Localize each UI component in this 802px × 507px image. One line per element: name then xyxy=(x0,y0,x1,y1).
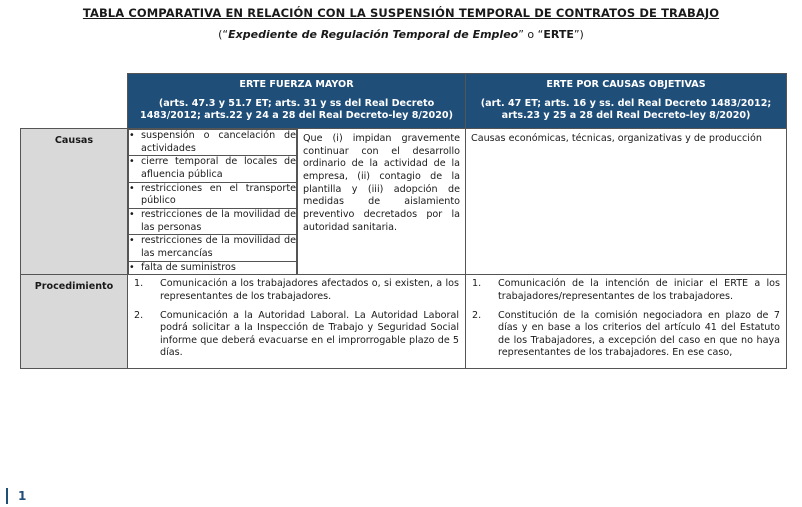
row-label-causas: Causas xyxy=(21,128,128,274)
list-item xyxy=(129,208,297,234)
procedimiento-fm-list xyxy=(128,275,465,368)
list-item xyxy=(129,261,297,274)
header-row xyxy=(21,74,787,129)
page-footer xyxy=(6,488,26,504)
footer-bar xyxy=(6,488,8,504)
procedimiento-obj-cell xyxy=(466,275,787,369)
item-text: Comunicación a la Autoridad Laboral. La Autoridad Laboral podrá solicitar a la Inspección de Trabajo y Seguridad Social informe que deberá evacuarse en el improrrogable plazo de 5 días. xyxy=(160,309,460,359)
causas-fm-text-cell xyxy=(298,128,466,274)
page-subtitle xyxy=(0,28,802,41)
bullet-icon: • xyxy=(129,208,135,220)
item-text: Comunicación de la intención de iniciar el ERTE a los trabajadores/representantes de los trabajadores. xyxy=(498,278,781,302)
header-blank-cell xyxy=(21,74,128,129)
subtitle-close: ”) xyxy=(573,28,584,41)
causas-obj-cell xyxy=(466,128,787,274)
list-item xyxy=(129,182,297,208)
item-number: 2. xyxy=(472,309,482,321)
bullet-text: cierre temporal de locales de afluencia pública xyxy=(141,156,296,180)
bullet-icon: • xyxy=(129,182,135,194)
item-number: 2. xyxy=(134,309,144,321)
bullet-text: restricciones de la movilidad de las mercancías xyxy=(141,235,296,259)
row-label-procedimiento: Procedimiento xyxy=(21,275,128,369)
bullet-text: falta de suministros xyxy=(141,261,236,273)
bullet-icon: • xyxy=(129,129,135,141)
list-item xyxy=(472,310,780,361)
bullet-text: restricciones de la movilidad de las personas xyxy=(141,208,296,233)
list-item xyxy=(472,278,780,303)
bullet-icon: • xyxy=(129,261,135,273)
subtitle-open: (“ xyxy=(218,28,229,41)
bullet-icon: • xyxy=(129,235,135,247)
bullet-text: restricciones en el transporte público xyxy=(141,182,296,207)
list-item xyxy=(134,310,459,361)
procedimiento-row xyxy=(21,275,787,369)
header-fuerza-mayor xyxy=(128,74,466,129)
column-refs: (art. 47 ET; arts. 16 y ss. del Real Decreto 1483/2012; arts.23 y 25 a 28 del Real Decreto-ley 8/2020) xyxy=(480,97,772,122)
causas-obj-text: Causas económicas, técnicas, organizativas y de producción xyxy=(471,132,762,144)
item-text: Comunicación a los trabajadores afectados o, si existen, a los representantes de los trabajadores. xyxy=(160,278,460,302)
page-number: 1 xyxy=(18,489,27,503)
causas-bullets-cell xyxy=(128,128,298,274)
header-causas-objetivas xyxy=(466,74,787,129)
list-item xyxy=(129,156,297,182)
procedimiento-obj-list xyxy=(466,275,786,368)
bullet-text: suspensión o cancelación de actividades xyxy=(141,129,296,154)
causas-row xyxy=(21,128,787,274)
subtitle-italic: Expediente de Regulación Temporal de Empleo xyxy=(228,28,519,41)
subtitle-bold: ERTE xyxy=(543,28,574,41)
item-number: 1. xyxy=(134,278,144,290)
comparison-table xyxy=(20,73,787,369)
subtitle-middle: ” o “ xyxy=(518,28,544,41)
causas-fm-text: Que (i) impidan gravemente continuar con el desarrollo ordinario de la actividad de la empresa, (ii) contagio de la plantilla y (iii) adopción de medidas de aislamiento preventivo decretados por la autoridad sanitaria. xyxy=(303,132,461,233)
column-refs: (arts. 47.3 y 51.7 ET; arts. 31 y ss del Real Decreto 1483/2012; arts.22 y 24 a 28 del Real Decreto-ley 8/2020) xyxy=(140,97,453,122)
procedimiento-fm-cell xyxy=(128,275,466,369)
item-number: 1. xyxy=(472,278,482,290)
bullet-icon: • xyxy=(129,156,135,168)
column-heading: ERTE POR CAUSAS OBJETIVAS xyxy=(546,79,706,90)
page-title: TABLA COMPARATIVA EN RELACIÓN CON LA SUSPENSIÓN TEMPORAL DE CONTRATOS DE TRABAJO xyxy=(82,6,720,20)
list-item xyxy=(129,129,297,155)
item-text: Constitución de la comisión negociadora en plazo de 7 días y en base a los criterios del artículo 41 del Estatuto de los Trabajadores, a excepción del caso en que no haya representantes de los trabajadores. En ese caso, xyxy=(498,309,781,359)
list-item xyxy=(134,278,459,303)
list-item xyxy=(129,235,297,261)
column-heading: ERTE FUERZA MAYOR xyxy=(239,79,354,90)
causas-bullet-list xyxy=(128,129,297,274)
